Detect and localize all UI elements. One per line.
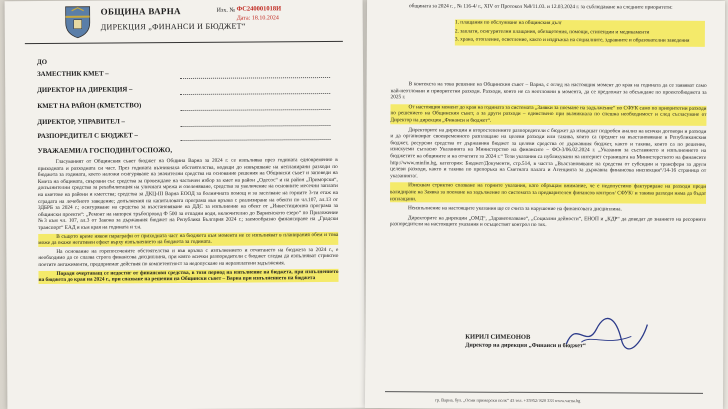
signatory-title: Директор на дирекция „Финанси и бюджет“ bbox=[465, 342, 586, 350]
fill-line bbox=[180, 124, 330, 127]
priority-item: 3. храна, отопление, осветление, както и издръжка на социалните, здравните и образователни заведения bbox=[454, 36, 690, 44]
priority-item: 1. плащания по обслужване на общинския дълг bbox=[454, 19, 563, 27]
paragraph-highlighted: От настоящия момент до края на годината за системата „Заявки за поемане на задължение“ по СФУК само по приоритетни разходи по решението на Общинския съвет, а за други разходи – единствено при възникнала по спешна необходимост и след съгласуване от Директор на дирекция „Финанси и бюджет“. bbox=[390, 104, 707, 124]
header-rule bbox=[25, 41, 343, 44]
priority-list bbox=[455, 20, 705, 47]
municipality-title: ОБЩИНА ВАРНА bbox=[100, 6, 181, 17]
fill-line bbox=[180, 108, 330, 111]
recipient-district-mayor: КМЕТ НА РАЙОН (КМЕТСТВО) bbox=[37, 102, 142, 111]
recipient-to: ДО bbox=[36, 58, 47, 67]
paragraph: Директорите на дирекции и второстепенните разпоредители с бюджет да извършат подробен анализ на всички договори и разходи и да организират своевременното разплащане на целеви разходи или такива, които са предмет на възстановяване в Републиканския бюджет, ресурсни средства от държавния бюджет за целеви средства от държавния бюджет, както и такива, които са по решение, изискуеми съгласно Указанията на Министерство на финансите – ФО-3/06.02.2024 г. „Указания за съставянето и изпълнението на бюджетите на общините и на отчетите за 2024 г.“ Тези указания са публикувани на интернет страницата на Министерството на финансите http://www.minfin.bg, категория: Бюджет/Документи, стр.514, в частта „Възстановяване на средства от субсидии и трансфери за други целеви разходи, както и такива по препоръка на Сметната палата и Агенцията за държавна финансова инспекция“/14-16 страница от указанията/. bbox=[390, 126, 707, 180]
recipient-manager: ДИРЕКТОР, УПРАВИТЕЛ – bbox=[37, 118, 125, 127]
footer-address: гр. Варна, бул. „Осми приморски полк“ 43 тел. +35952/ 820 333 www.varna.bg bbox=[434, 397, 581, 404]
paragraph-highlighted: Изисквам стриктно спазване на горните указания, като обръщам внимание, че е недопустимо фактуриране на разходи преди валидиране на Заявка за поемане на задължение по системата за предварителен финансов контрол/ СФУК/ и такива разходи няма да бъдат изплащани. bbox=[390, 183, 706, 204]
registration-date: Дата: 18.10.2024 bbox=[236, 15, 279, 22]
varna-crest-icon bbox=[63, 5, 93, 39]
letter-page-2 bbox=[365, 0, 725, 409]
outgoing-label: Изх. № bbox=[216, 7, 236, 14]
paragraph-highlighted: В същото време някои параграфи от приходната част на бюджета към момента не се изпълняват в планирания обем и това може да окаже негативен ефект върху изпълнението на бюджета за годината. bbox=[38, 231, 339, 247]
intro-paragraph: общината за 2024 г. , № 116-4/ г., XIV от Протокол №8/11.03. и 12.03.2024 г. за съблюдаване на следните приоритети: bbox=[409, 3, 673, 11]
recipient-budget-holder: РАЗПОРЕДИТЕЛ С БЮДЖЕТ – bbox=[37, 132, 138, 141]
intro-text bbox=[391, 3, 707, 14]
paragraph: Гласуваният от Общинския съвет бюджет на Община Варна за 2024 г. се изпълнява през годината едновременно в приходната и разходната си част. През годината възникнаха обстоятелства, водещи до извършване на непланирани разходи по бюджета за годината, което наложи осигуряване на значителни средства на основание решения на Общински съвет и заповеди на Кмета на общината, свързани със средства за провеждане на частичен избор за кмет на район „Одесос“ и на район „Приморски“, допълнителни средства за рехабилитация на уличната мрежа и озеленяване, средства за увеличение на основните месечни заплати на кметове на райони и кметства; средства за ДКЦ-III Варна ЕООД за болничната помощ и за заселване на горните 3-ти етаж на сградата на лечебното заведение; допълнения на капиталовата програма във връзка с реализиране на обекти по чл.107, ал.13 от ЗДБРБ за 2024 г.; осигуряване на средства за възстановяване на ДДС за изпълнение на обект от „Инвестиционна програма за общински проекти“: „Ремонт на напорен тръбопровод Ф 500 за отпадни води, включително до Варненското езеро“ по Приложение №3 към чл. 107, ал.3 от Закона за държавния бюджет на Република България 2024 г.; заемообразно финансиране на „Градски транспорт“ ЕАД и към края на годината и т.н. bbox=[37, 156, 339, 231]
registration-number: ФС240001018И bbox=[236, 5, 282, 13]
salutation: УВАЖАЕМИ/А ГОСПОДИН/ГОСПОЖО, bbox=[37, 146, 173, 156]
fill-line bbox=[180, 92, 330, 95]
paragraph: В контекста на това решение на Общинския съвет – Варна, с оглед на настоящия момент до края на годината да се заявяват само най-неотложни и приоритетни разходи. Разходи, които не са неотложни в момента, да се предложат за обсъждане по проектобюджета за 2025 г. bbox=[390, 81, 707, 101]
recipient-directorate-head: ДИРЕКТОР НА ДИРЕКЦИЯ – bbox=[37, 86, 133, 95]
paragraph: Директорите на дирекции „ОМД“, „Здравеопазване“, „Социални дейности“, ЕНОП и „КДР“ да доведат до знанието на ресорните разпоредители на настоящите указания и осъществят контрол по тях. bbox=[389, 214, 706, 229]
fill-line bbox=[181, 138, 331, 141]
footer-rule bbox=[385, 391, 703, 394]
fill-line bbox=[180, 76, 330, 79]
letter-body-1 bbox=[38, 157, 339, 286]
paragraph-highlighted: Поради очертаващ се недостиг от финансови средства, в този период на изпълнение на бюджета, при изпълнението на бюджета до края на 2024 г., при спазване на решения на Общински съвет – Варна при изпълнението на бюджета bbox=[38, 268, 339, 284]
signatory-name: КИРИЛ СИМЕОНОВ bbox=[465, 333, 531, 341]
paragraph: На основание на горепосочените обстоятелства и във връзка с изпълнението и отчитането на бюджета за 2024 г., е необходимо да се спазва строга финансова дисциплина, при която всички разпоредители с бюджет следва да изпълняват стриктно поетите ангажименти, предприемат действия по компетентност за недопускане на неразплатени задължения. bbox=[38, 246, 339, 268]
recipient-deputy-mayor: ЗАМЕСТНИК КМЕТ – bbox=[37, 70, 109, 79]
directorate-title: ДИРЕКЦИЯ „ФИНАНСИ И БЮДЖЕТ“ bbox=[100, 21, 246, 32]
paragraph: Неизпълнение на настоящите указания ще се счита за нарушение на финансовата дисциплина. bbox=[407, 205, 622, 213]
letter-page-1 bbox=[5, 0, 366, 409]
priority-item: 2. заплати, осигурителни плащания, обезщетения, помощи, стипендии и медикаменти bbox=[454, 28, 650, 36]
letter-body-2 bbox=[390, 81, 707, 233]
